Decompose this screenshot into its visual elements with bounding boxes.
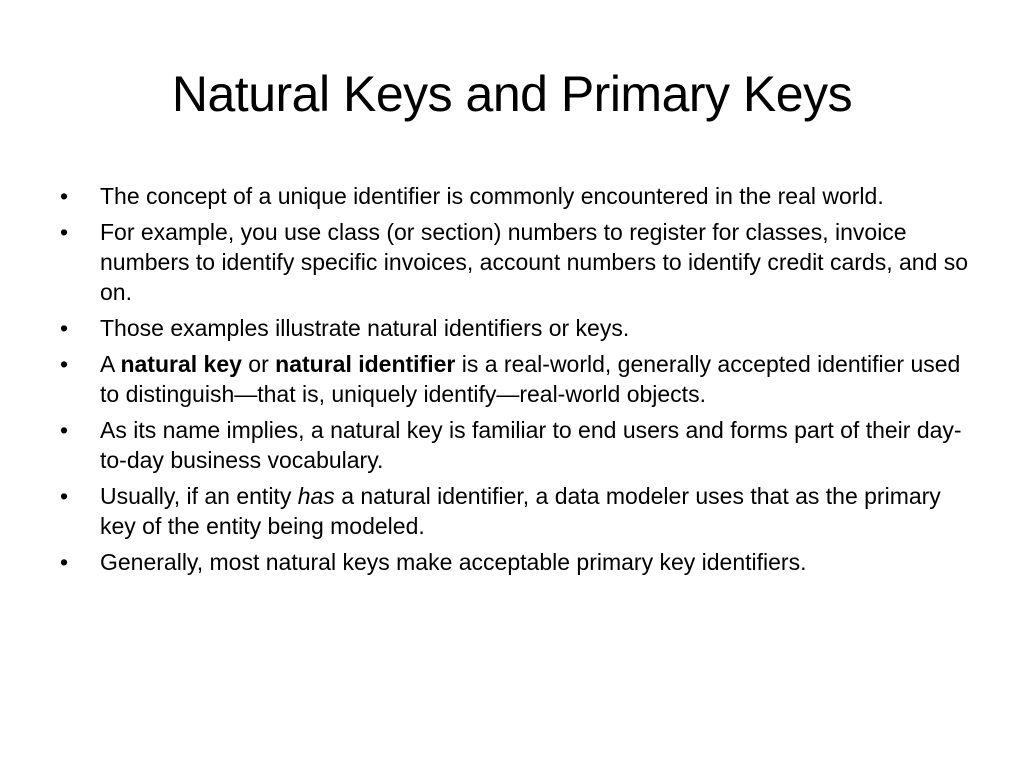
bullet-text: [100, 351, 960, 407]
bullet-item: [60, 481, 980, 541]
bullet-text: As its name implies, a natural key is familiar to end users and forms part of their day-to-day business vocabulary.: [100, 417, 962, 473]
bullet-list: [60, 181, 980, 583]
bullet-item: [60, 313, 980, 343]
bullet-text-segment: is a real-world, generally accepted identifier used to distinguish—that is, uniquely identify—real-world objects.: [100, 351, 961, 407]
bullet-text-segment: Usually, if an entity: [100, 483, 298, 509]
bullet-text-italic: has: [297, 483, 335, 509]
bullet-item: [60, 217, 980, 307]
bullet-text-segment: a natural identifier, a data modeler uses that as the primary key of the entity being modeled.: [100, 483, 941, 539]
bullet-icon: •: [60, 183, 69, 209]
bullet-item: [60, 547, 980, 577]
bullet-text: The concept of a unique identifier is commonly encountered in the real world.: [100, 183, 884, 209]
slide-title: Natural Keys and Primary Keys: [171, 66, 853, 122]
bullet-text: For example, you use class (or section) numbers to register for classes, invoice numbers to identify specific invoices, account numbers to identify credit cards, and so on.: [100, 219, 969, 305]
bullet-icon: •: [60, 417, 69, 443]
bullet-icon: •: [60, 315, 69, 341]
bullet-text: Generally, most natural keys make acceptable primary key identifiers.: [100, 549, 807, 575]
bullet-icon: •: [60, 219, 69, 245]
bullet-text-bold: natural key: [120, 351, 242, 377]
bullet-text-segment: A: [100, 351, 121, 377]
bullet-icon: •: [60, 549, 69, 575]
bullet-text: [100, 483, 941, 539]
bullet-item: [60, 415, 980, 475]
bullet-item: [60, 181, 980, 211]
bullet-icon: •: [60, 483, 69, 509]
bullet-text-bold: natural identifier: [275, 351, 456, 377]
bullet-item: [60, 349, 980, 409]
bullet-text: Those examples illustrate natural identifiers or keys.: [100, 315, 630, 341]
bullet-icon: •: [60, 351, 69, 377]
bullet-text-segment: or: [241, 351, 276, 377]
